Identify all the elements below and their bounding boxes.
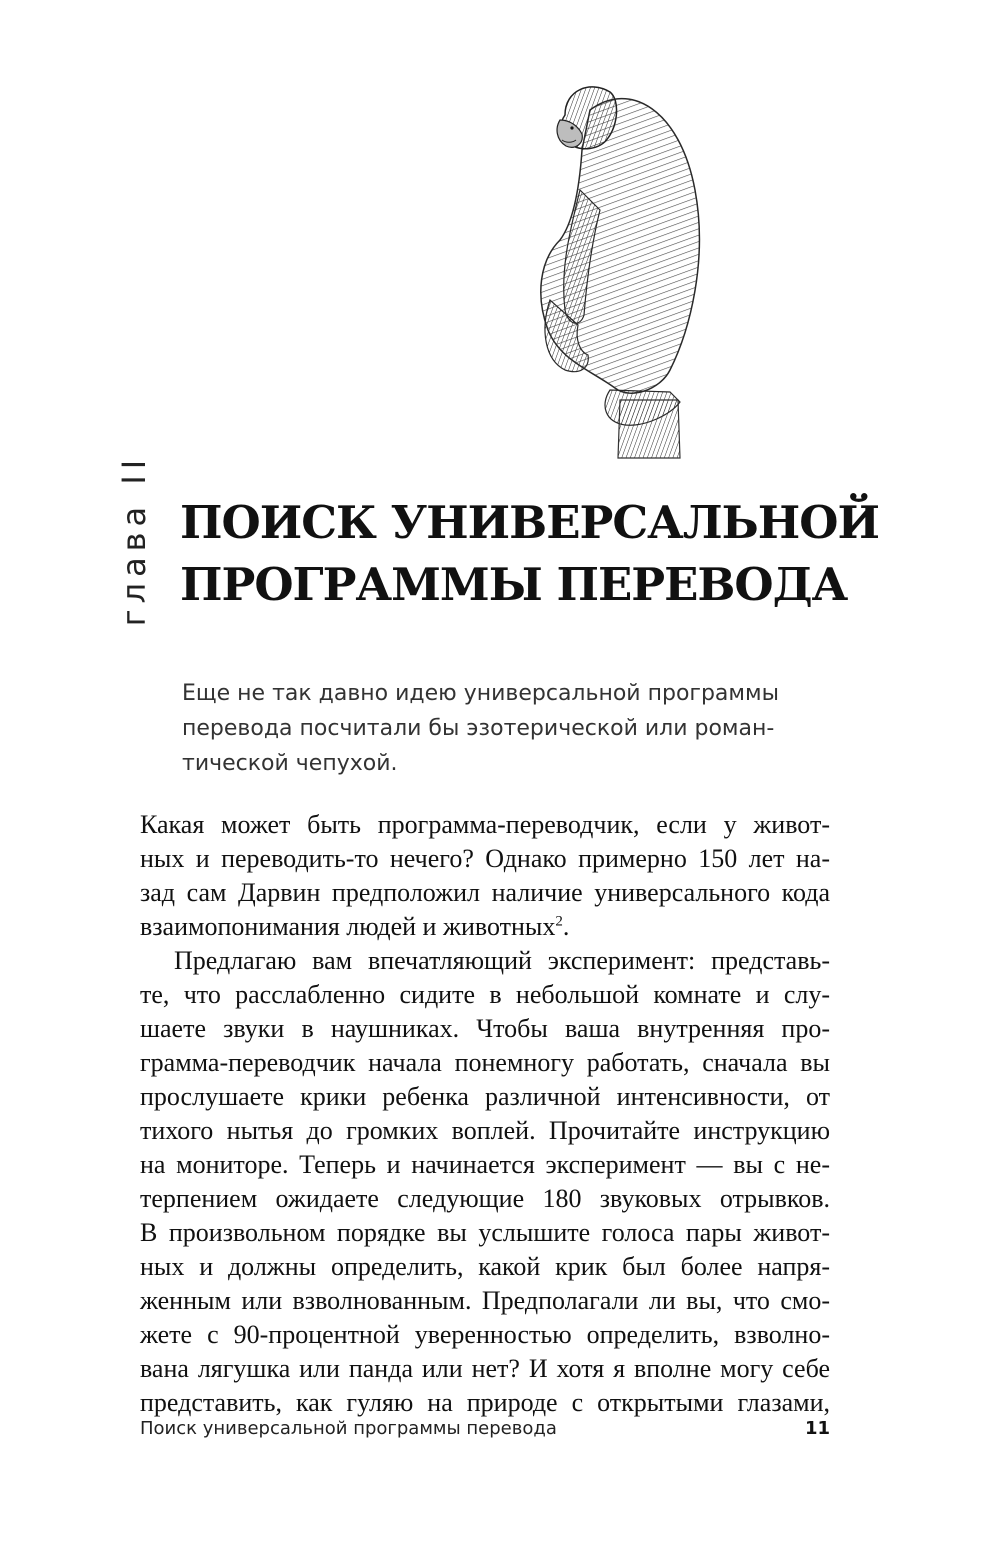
body-text [140, 808, 830, 1420]
lead-line: тической чепухой. [182, 751, 398, 776]
body-line: представить, как гуляю на природе с открытыми глазами, [140, 1388, 830, 1417]
footnote-reference: 2 [555, 913, 563, 930]
body-line-text: взаимопонимания людей и животных [140, 912, 556, 941]
body-line: зад сам Дарвин предположил наличие универсального кода [140, 878, 830, 907]
body-line: вана лягушка или панда или нет? И хотя я вполне могу себе [140, 1354, 830, 1383]
body-line: те, что расслабленно сидите в небольшой комнате и слу- [140, 980, 830, 1009]
body-line: грамма-переводчик начала понемногу работать, сначала вы [140, 1048, 830, 1077]
body-line: ных и переводить-то нечего? Однако примерно 150 лет на- [140, 844, 830, 873]
body-line: на мониторе. Теперь и начинается эксперимент — вы с не- [140, 1150, 830, 1179]
body-line: Какая может быть программа-переводчик, если у живот- [140, 810, 830, 839]
chapter-title-line: ПОИСК УНИВЕРСАЛЬНОЙ [180, 496, 879, 549]
body-line-end: . [562, 912, 570, 941]
lead-line: перевода посчитали бы эзотерической или роман- [182, 716, 775, 741]
chimpanzee-illustration [520, 70, 710, 460]
body-line: тихого нытья до громких воплей. Прочитайте инструкцию [140, 1116, 830, 1145]
lead-paragraph [182, 676, 832, 781]
body-line-with-footnote [140, 910, 830, 944]
body-line: ных и должны определить, какой крик был более напря- [140, 1252, 830, 1281]
running-footer [140, 1418, 830, 1448]
chapter-label-text: глава II [115, 453, 153, 627]
page-number: 11 [804, 1418, 830, 1439]
body-line: жете с 90-процентной уверенностью определить, взволно- [140, 1320, 830, 1349]
body-line: шаете звуки в наушниках. Чтобы ваша внутренняя про- [140, 1014, 830, 1043]
body-line: прослушаете крики ребенка различной интенсивности, от [140, 1082, 830, 1111]
body-line: женным или взволнованным. Предполагали ли вы, что смо- [140, 1286, 830, 1315]
chapter-label [112, 453, 156, 627]
body-line: Предлагаю вам впечатляющий эксперимент: представь- [174, 946, 830, 975]
lead-line: Еще не так давно идею универсальной программы [182, 681, 779, 706]
chapter-title-line: ПРОГРАММЫ ПЕРЕВОДА [180, 558, 848, 611]
chapter-title [180, 492, 880, 616]
body-line: терпением ожидаете следующие 180 звуковых отрывков. [140, 1184, 830, 1213]
footer-title: Поиск универсальной программы перевода [140, 1418, 557, 1439]
body-line: В произвольном порядке вы услышите голоса пары живот- [140, 1218, 830, 1247]
